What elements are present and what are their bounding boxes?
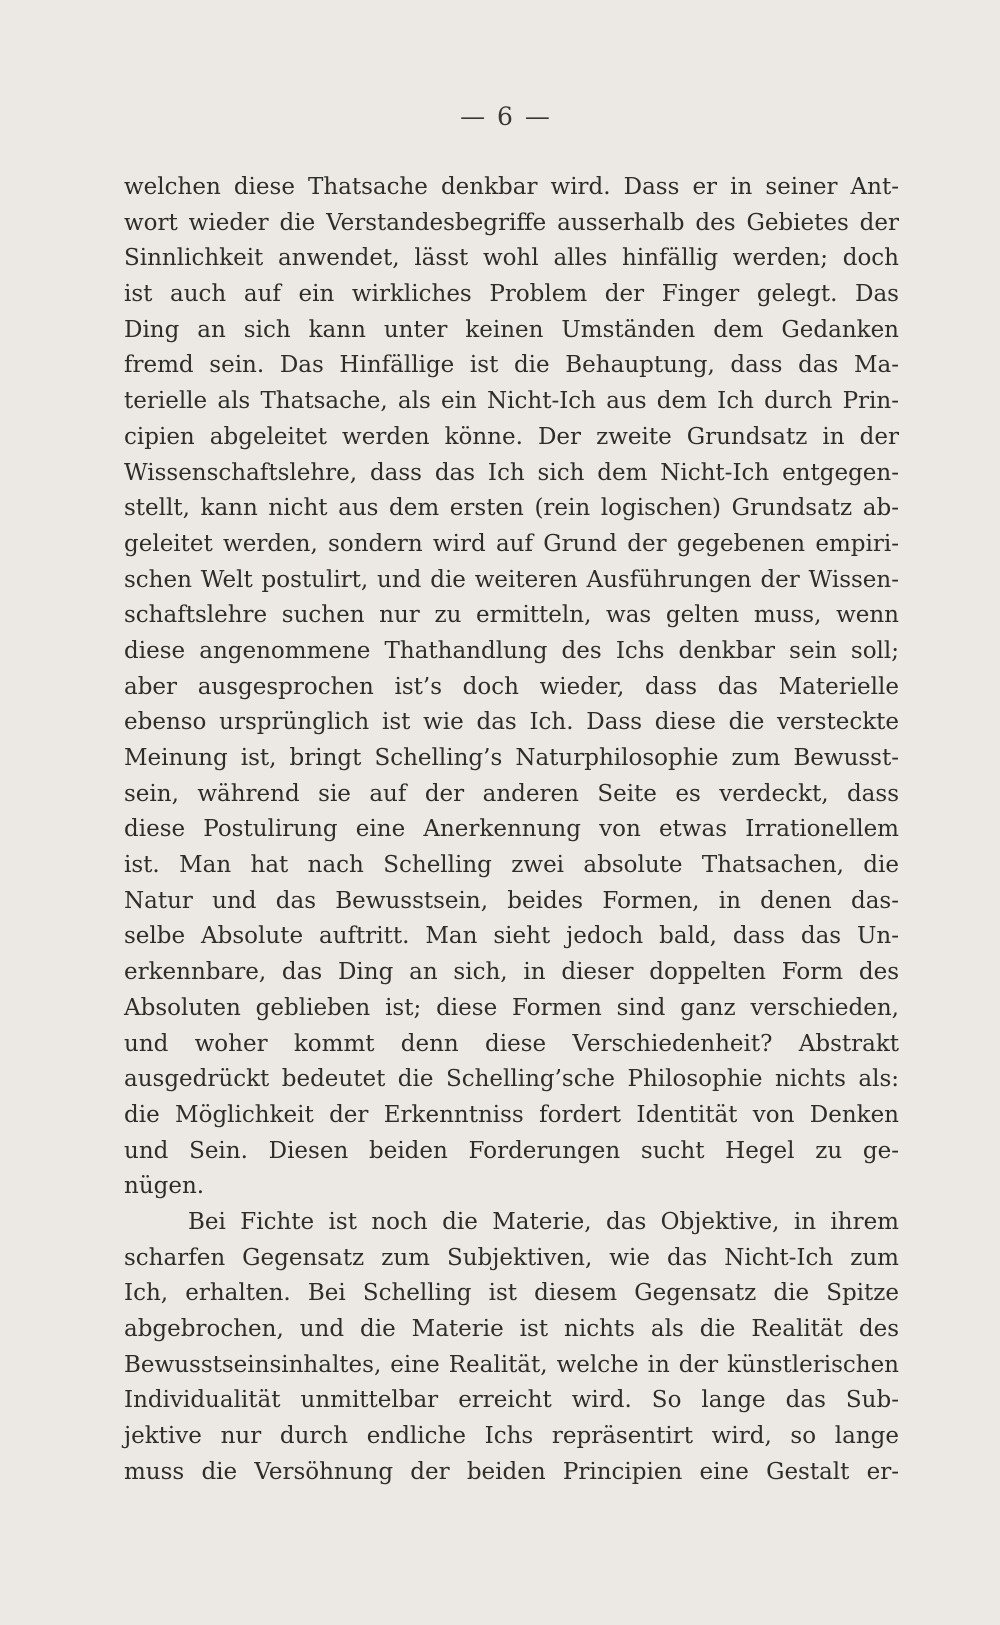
text-line: ist auch auf ein wirkliches Problem der Finger gelegt. Das xyxy=(124,281,899,308)
text-line: Wissenschaftslehre, dass das Ich sich dem Nicht-Ich entgegen- xyxy=(124,459,899,486)
text-line: Ding an sich kann unter keinen Umständen dem Gedanken xyxy=(124,316,899,343)
text-line: ist. Man hat nach Schelling zwei absolute Thatsachen, die xyxy=(124,852,899,879)
text-line: erkennbare, das Ding an sich, in dieser doppelten Form des xyxy=(124,959,899,986)
text-line: ausgedrückt bedeutet die Schelling’sche Philosophie nichts als: xyxy=(124,1066,899,1093)
text-line: Bewusstseinsinhaltes, eine Realität, welche in der künstlerischen xyxy=(124,1351,899,1378)
text-line: sein, während sie auf der anderen Seite es verdeckt, dass xyxy=(124,780,899,807)
page-number: — 6 — xyxy=(460,102,552,131)
text-line: Natur und das Bewusstsein, beides Formen, in denen das- xyxy=(124,887,899,914)
text-line: Sinnlichkeit anwendet, lässt wohl alles hinfällig werden; doch xyxy=(124,245,899,272)
text-line: muss die Versöhnung der beiden Principien eine Gestalt er- xyxy=(124,1458,899,1485)
text-line: die Möglichkeit der Erkenntniss fordert Identität von Denken xyxy=(124,1101,899,1128)
text-line: ebenso ursprünglich ist wie das Ich. Dass diese die versteckte xyxy=(124,709,899,736)
text-line: cipien abgeleitet werden könne. Der zweite Grundsatz in der xyxy=(124,423,899,450)
text-line: schen Welt postulirt, und die weiteren Ausführungen der Wissen- xyxy=(124,566,899,593)
text-line: schaftslehre suchen nur zu ermitteln, was gelten muss, wenn xyxy=(124,602,899,629)
text-line: scharfen Gegensatz zum Subjektiven, wie das Nicht-Ich zum xyxy=(124,1244,899,1271)
text-line: selbe Absolute auftritt. Man sieht jedoch bald, dass das Un- xyxy=(124,923,899,950)
text-line: Bei Fichte ist noch die Materie, das Objektive, in ihrem xyxy=(188,1208,899,1235)
body-text xyxy=(124,170,899,1490)
text-line: stellt, kann nicht aus dem ersten (rein logischen) Grundsatz ab- xyxy=(124,495,899,522)
text-line: Ich, erhalten. Bei Schelling ist diesem Gegensatz die Spitze xyxy=(124,1280,899,1307)
text-line: diese angenommene Thathandlung des Ichs denkbar sein soll; xyxy=(124,637,899,664)
text-line: welchen diese Thatsache denkbar wird. Dass er in seiner Ant- xyxy=(124,174,899,200)
text-line: wort wieder die Verstandesbegriffe ausserhalb des Gebietes der xyxy=(124,209,899,236)
text-line: aber ausgesprochen ist’s doch wieder, dass das Materielle xyxy=(124,673,899,700)
text-line: und woher kommt denn diese Verschiedenheit? Abstrakt xyxy=(124,1030,899,1057)
text-line: und Sein. Diesen beiden Forderungen sucht Hegel zu ge- xyxy=(124,1137,899,1164)
text-line: jektive nur durch endliche Ichs repräsentirt wird, so lange xyxy=(124,1423,899,1450)
text-line: diese Postulirung eine Anerkennung von etwas Irrationellem xyxy=(124,816,899,843)
text-line: abgebrochen, und die Materie ist nichts als die Realität des xyxy=(124,1316,899,1342)
text-line: Meinung ist, bringt Schelling’s Naturphilosophie zum Bewusst- xyxy=(124,745,899,771)
text-line: geleitet werden, sondern wird auf Grund der gegebenen empiri- xyxy=(124,530,899,557)
text-line: terielle als Thatsache, als ein Nicht-Ich aus dem Ich durch Prin- xyxy=(124,388,899,415)
text-line: Individualität unmittelbar erreicht wird. So lange das Sub- xyxy=(124,1387,899,1414)
text-line: Absoluten geblieben ist; diese Formen sind ganz verschieden, xyxy=(124,994,899,1021)
text-line: fremd sein. Das Hinfällige ist die Behauptung, dass das Ma- xyxy=(124,352,899,379)
text-line: nügen. xyxy=(124,1173,205,1200)
